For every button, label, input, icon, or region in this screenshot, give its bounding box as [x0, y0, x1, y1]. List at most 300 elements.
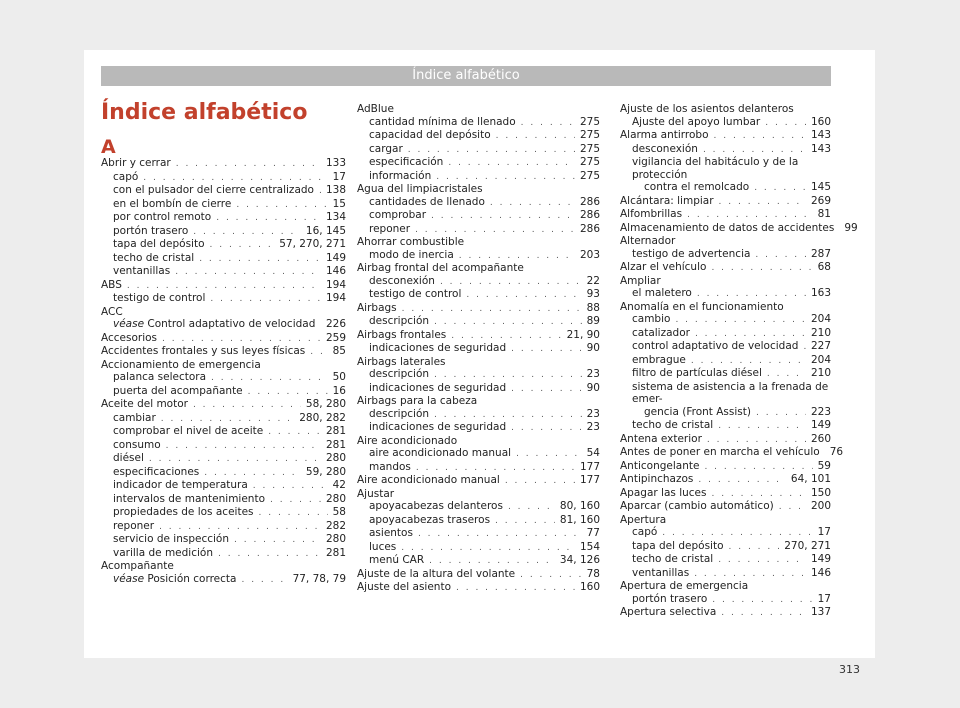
index-heading [620, 235, 831, 248]
dot-leader [779, 501, 806, 514]
entry-label: diésel [113, 452, 144, 464]
dot-leader [210, 239, 275, 252]
index-heading [357, 395, 600, 408]
dot-leader [434, 369, 582, 382]
dot-leader [319, 185, 321, 198]
entry-label: servicio de inspección [113, 533, 230, 545]
dot-leader [253, 480, 328, 493]
entry-label: ABS [101, 278, 122, 291]
dot-leader [268, 426, 321, 439]
page-reference: 143 [810, 142, 831, 155]
index-entry [101, 225, 346, 239]
entry-label: Ajuste del apoyo lumbar [632, 115, 761, 128]
dot-leader [520, 569, 582, 582]
index-entry [620, 248, 831, 262]
entry-label: descripción [369, 368, 430, 380]
index-entry [357, 500, 600, 514]
entry-label: vigilancia del habitáculo y de la protección [632, 156, 799, 181]
page-reference: 259 [325, 331, 346, 344]
index-entry [357, 275, 600, 289]
page-reference: 194 [325, 278, 346, 291]
page-reference: 149 [810, 553, 831, 565]
page-reference: 269 [810, 194, 831, 207]
page-reference: 286 [579, 195, 600, 208]
page-reference: 286 [579, 209, 600, 221]
page-reference: 146 [325, 265, 346, 277]
dot-leader [714, 130, 806, 143]
index-entry [101, 398, 346, 412]
index-entry [357, 315, 600, 329]
entry-label: AdBlue [357, 103, 394, 115]
dot-leader [415, 224, 575, 237]
dot-leader [161, 413, 294, 426]
dot-leader [496, 130, 575, 143]
page-reference: 138 [325, 184, 346, 196]
index-heading [357, 488, 600, 501]
page-reference: 286 [579, 222, 600, 235]
page-reference: 280 [325, 533, 346, 545]
page-reference: 194 [325, 292, 346, 304]
index-entry [620, 208, 831, 222]
index-entry [620, 340, 831, 354]
index-entry [357, 514, 600, 528]
index-entry [357, 421, 600, 435]
page-reference: 21, 90 [566, 328, 600, 341]
dot-leader [459, 250, 575, 263]
entry-label: filtro de partículas diésel [632, 367, 762, 379]
page-reference: 68 [817, 261, 831, 273]
index-heading [101, 306, 346, 319]
dot-leader [490, 197, 575, 210]
entry-label: Alternador [620, 235, 676, 247]
dot-leader [675, 314, 806, 327]
entry-label: descripción [369, 407, 430, 420]
dot-leader [687, 209, 813, 222]
dot-leader [712, 594, 812, 607]
entry-label: Antena exterior [620, 432, 702, 445]
index-entry [101, 452, 346, 466]
page-reference: 160 [579, 581, 600, 593]
page-reference: 270, 271 [784, 539, 831, 552]
index-entry [620, 419, 831, 433]
entry-label: Apagar las luces [620, 486, 707, 499]
index-entry [101, 479, 346, 493]
index-entry [101, 318, 346, 332]
index-entry [101, 332, 346, 346]
index-entry [620, 261, 831, 275]
entry-label: tapa del depósito [632, 539, 724, 552]
dot-leader [521, 117, 575, 130]
page-reference: 280, 282 [299, 411, 346, 424]
index-entry [101, 466, 346, 480]
entry-label: comprobar [369, 209, 427, 221]
entry-label: apoyacabezas traseros [369, 513, 491, 526]
index-entry [101, 533, 346, 547]
dot-leader [429, 555, 555, 568]
index-entry [357, 302, 600, 316]
entry-label: catalizador [632, 326, 690, 339]
page-reference: 204 [810, 313, 831, 325]
entry-label: portón trasero [113, 224, 189, 237]
dot-leader [511, 383, 582, 396]
index-entry [620, 406, 831, 420]
page-reference: 163 [810, 287, 831, 299]
page-reference: 93 [586, 288, 600, 300]
index-entry [620, 221, 858, 236]
entry-label: Ajustar [357, 487, 395, 500]
entry-label: Accionamiento de emergencia [101, 358, 261, 371]
index-entry [620, 540, 831, 554]
dot-leader [218, 548, 321, 561]
page-reference: 134 [325, 211, 346, 223]
page-reference: 23 [586, 421, 600, 433]
entry-label: capó [632, 526, 658, 538]
index-heading [357, 435, 600, 448]
index-entry [357, 249, 600, 263]
index-heading [101, 560, 346, 573]
entry-label: Almacenamiento de datos de accidentes [620, 221, 835, 234]
index-entry [101, 573, 346, 587]
dot-leader [662, 527, 812, 540]
dot-leader [505, 475, 575, 488]
index-heading [357, 356, 600, 369]
entry-label: capó [113, 170, 139, 183]
index-entry [357, 116, 600, 130]
entry-label: Aceite del motor [101, 398, 188, 410]
entry-label: Antes de poner en marcha el vehículo [620, 446, 820, 458]
entry-label: sistema de asistencia a la frenada de emer- [632, 380, 829, 405]
dot-leader [436, 171, 575, 184]
entry-label: indicaciones de seguridad [369, 342, 507, 354]
index-entry [101, 292, 346, 306]
dot-leader [448, 157, 575, 170]
entry-label: intervalos de mantenimiento [113, 492, 265, 505]
entry-label: Accidentes frontales y sus leyes físicas [101, 345, 306, 357]
index-entry [101, 506, 346, 520]
dot-leader [440, 276, 582, 289]
entry-label: capacidad del depósito [369, 129, 491, 141]
index-column-1 [101, 157, 346, 586]
index-entry [357, 329, 600, 343]
page-reference: 81, 160 [559, 513, 600, 526]
page-reference: 177 [579, 474, 600, 486]
index-entry [101, 265, 346, 279]
index-entry [101, 385, 346, 399]
entry-label: Alfombrillas [620, 208, 683, 220]
dot-leader [166, 440, 321, 453]
index-entry [101, 157, 346, 171]
index-entry [101, 547, 346, 561]
page-reference: 275 [579, 115, 600, 128]
entry-label: Alzar el vehículo [620, 261, 707, 273]
entry-label: cambio [632, 313, 671, 325]
dot-leader [511, 343, 582, 356]
index-entry [357, 170, 600, 184]
entry-label: luces [369, 540, 397, 553]
page-reference: 88 [586, 301, 600, 314]
page-reference: 149 [810, 419, 831, 431]
index-entry [620, 460, 831, 474]
index-entry [620, 433, 831, 447]
page-reference: 200 [810, 500, 831, 512]
index-heading [357, 262, 600, 275]
page-reference: 23 [586, 407, 600, 420]
page-reference: 57, 270, 271 [279, 238, 346, 250]
index-heading [357, 236, 600, 249]
index-entry [101, 371, 346, 385]
entry-label: Apertura [620, 513, 667, 526]
entry-label: Aire acondicionado [357, 434, 458, 447]
index-entry [620, 195, 831, 209]
dot-leader [718, 420, 806, 433]
page-reference: 81 [817, 208, 831, 220]
dot-leader [408, 144, 575, 157]
page-reference: 22 [586, 274, 600, 287]
entry-label: Aparcar (cambio automático) [620, 500, 774, 512]
page-reference: 34, 126 [559, 554, 600, 566]
page-reference: 227 [810, 340, 831, 352]
entry-label: aire acondicionado manual [369, 447, 512, 459]
dot-leader [721, 607, 806, 620]
index-entry [620, 367, 831, 381]
entry-label: Acompañante [101, 560, 174, 572]
dot-leader [707, 434, 806, 447]
index-entry [357, 143, 600, 157]
dot-leader [162, 333, 321, 346]
index-entry [357, 342, 600, 356]
page-reference: 17 [817, 592, 831, 605]
dot-leader [694, 568, 806, 581]
index-heading [620, 580, 831, 593]
entry-label: Agua del limpiacristales [357, 183, 483, 195]
index-entry [357, 461, 600, 475]
index-entry [101, 238, 346, 252]
dot-leader [434, 316, 582, 329]
dot-leader [175, 266, 321, 279]
dot-leader [703, 144, 806, 157]
entry-label: techo de cristal [632, 419, 714, 431]
page-reference: 203 [579, 248, 600, 261]
index-entry [357, 129, 600, 143]
entry-label: propiedades de los aceites [113, 506, 254, 518]
dot-leader [143, 172, 327, 185]
page-reference: 16, 145 [305, 224, 346, 237]
page-reference: 77 [586, 527, 600, 539]
entry-label: descripción [369, 315, 430, 327]
entry-label: modo de inercia [369, 248, 454, 261]
index-entry [620, 526, 831, 540]
entry-label: ventanillas [632, 566, 690, 579]
entry-label: Accesorios [101, 331, 158, 344]
entry-label: Alarma antirrobo [620, 129, 709, 141]
entry-label: Antipinchazos [620, 473, 694, 485]
dot-leader [704, 461, 812, 474]
entry-label: varilla de medición [113, 546, 213, 559]
dot-leader [466, 289, 581, 302]
dot-leader [718, 554, 806, 567]
dot-leader [270, 494, 321, 507]
dot-leader [236, 199, 327, 212]
index-entry [357, 382, 600, 396]
page-reference: 16 [332, 384, 346, 397]
dot-leader [755, 249, 806, 262]
entry-label: Airbag frontal del acompañante [357, 262, 524, 274]
index-entry [357, 568, 600, 582]
entry-label: apoyacabezas delanteros [369, 500, 503, 512]
entry-label: desconexión [632, 142, 698, 155]
dot-leader [803, 341, 806, 354]
index-entry [620, 500, 831, 514]
page-number: 313 [839, 663, 860, 676]
page-reference: 287 [810, 247, 831, 260]
page-reference: 275 [579, 169, 600, 182]
page-reference: 78 [586, 567, 600, 580]
page-reference: 77, 78, 79 [292, 572, 346, 585]
index-entry [357, 196, 600, 210]
dot-leader [456, 582, 575, 595]
entry-label: Airbags frontales [357, 328, 447, 341]
index-entry [357, 447, 600, 461]
dot-leader [698, 474, 786, 487]
index-entry [620, 567, 831, 581]
page-reference: 59, 280 [305, 465, 346, 478]
dot-leader [516, 448, 582, 461]
index-entry [620, 287, 831, 301]
index-entry [357, 581, 600, 595]
index-entry [620, 327, 831, 341]
dot-leader [434, 409, 582, 422]
dot-leader [719, 196, 806, 209]
page-reference: 146 [810, 566, 831, 579]
index-entry [101, 493, 346, 507]
dot-leader [149, 453, 321, 466]
entry-label: mandos [369, 460, 411, 473]
entry-label: indicador de temperatura [113, 479, 248, 491]
entry-label: desconexión [369, 274, 435, 287]
dot-leader [416, 462, 575, 475]
entry-label: Aire acondicionado manual [357, 474, 500, 486]
entry-label: Ampliar [620, 274, 661, 287]
entry-label: asientos [369, 527, 413, 539]
index-entry [101, 171, 346, 185]
page-reference: 90 [586, 342, 600, 354]
page-reference: 281 [325, 546, 346, 559]
page-reference: 133 [325, 157, 346, 169]
index-entry [620, 313, 831, 327]
index-entry [357, 408, 600, 422]
entry-label: testigo de control [113, 292, 206, 304]
page-reference: 177 [579, 460, 600, 473]
page-reference: 282 [325, 519, 346, 532]
index-heading [357, 103, 600, 116]
index-entry [101, 252, 346, 266]
entry-label: ventanillas [113, 265, 171, 277]
entry-label: Ajuste de la altura del volante [357, 567, 516, 580]
index-heading [620, 156, 831, 181]
entry-label: en el bombín de cierre [113, 197, 232, 210]
index-entry [620, 593, 831, 607]
entry-label: Airbags para la cabeza [357, 395, 478, 407]
entry-label: embrague [632, 353, 686, 366]
page-reference: 145 [810, 181, 831, 193]
entry-label: especificación [369, 156, 444, 168]
page-reference: 154 [579, 540, 600, 553]
page-reference: 223 [810, 405, 831, 418]
entry-label: palanca selectora [113, 371, 207, 383]
dot-leader [210, 293, 321, 306]
page-reference: 89 [586, 315, 600, 327]
dot-leader [216, 212, 321, 225]
entry-label: Anticongelante [620, 459, 700, 472]
dot-leader [508, 501, 555, 514]
page-reference: 210 [810, 326, 831, 339]
dot-leader [765, 117, 806, 130]
entry-label: Ahorrar combustible [357, 236, 465, 248]
index-entry [101, 184, 346, 198]
index-entry [357, 209, 600, 223]
index-entry [357, 527, 600, 541]
entry-label: tapa del depósito [113, 238, 205, 250]
see-reference: véase [113, 318, 145, 330]
index-entry [101, 211, 346, 225]
dot-leader [495, 515, 555, 528]
page-reference: 150 [810, 486, 831, 499]
entry-label: comprobar el nivel de aceite [113, 425, 264, 437]
entry-label: cargar [369, 142, 403, 155]
see-reference: véase [113, 572, 145, 585]
page-reference: 280 [325, 452, 346, 464]
dot-leader [695, 328, 806, 341]
page-reference: 59 [817, 459, 831, 472]
entry-label: cambiar [113, 411, 156, 424]
entry-label: testigo de control [369, 288, 462, 300]
page-reference: 58 [332, 506, 346, 518]
dot-leader [193, 226, 301, 239]
index-column-2 [357, 103, 600, 595]
dot-leader [248, 386, 328, 399]
dot-leader [767, 368, 806, 381]
entry-label: gencia (Front Assist) [644, 405, 751, 418]
index-heading [620, 381, 831, 406]
entry-label: testigo de advertencia [632, 247, 751, 260]
index-entry [620, 446, 844, 460]
section-letter: A [101, 136, 116, 158]
index-entry [357, 474, 600, 488]
dot-leader [234, 534, 321, 547]
index-entry [357, 156, 600, 170]
dot-leader [127, 280, 321, 293]
page-reference: 85 [332, 345, 346, 357]
index-entry [101, 439, 346, 453]
index-entry [101, 412, 346, 426]
index-column-3 [620, 103, 858, 620]
page-reference: 280 [325, 492, 346, 505]
dot-leader [711, 262, 812, 275]
index-entry [620, 606, 831, 620]
entry-label: cantidad mínima de llenado [369, 115, 516, 128]
dot-leader [431, 210, 575, 223]
entry-label: indicaciones de seguridad [369, 381, 507, 394]
page-reference: 281 [325, 438, 346, 451]
page-reference: 149 [325, 251, 346, 264]
entry-label: control adaptativo de velocidad [632, 340, 799, 352]
page-reference: 58, 280 [305, 398, 346, 410]
page-reference: 226 [325, 318, 346, 330]
page-reference: 143 [810, 129, 831, 141]
entry-label: contra el remolcado [644, 181, 750, 193]
page-title: Índice alfabético [101, 100, 308, 125]
page-reference: 275 [579, 142, 600, 155]
